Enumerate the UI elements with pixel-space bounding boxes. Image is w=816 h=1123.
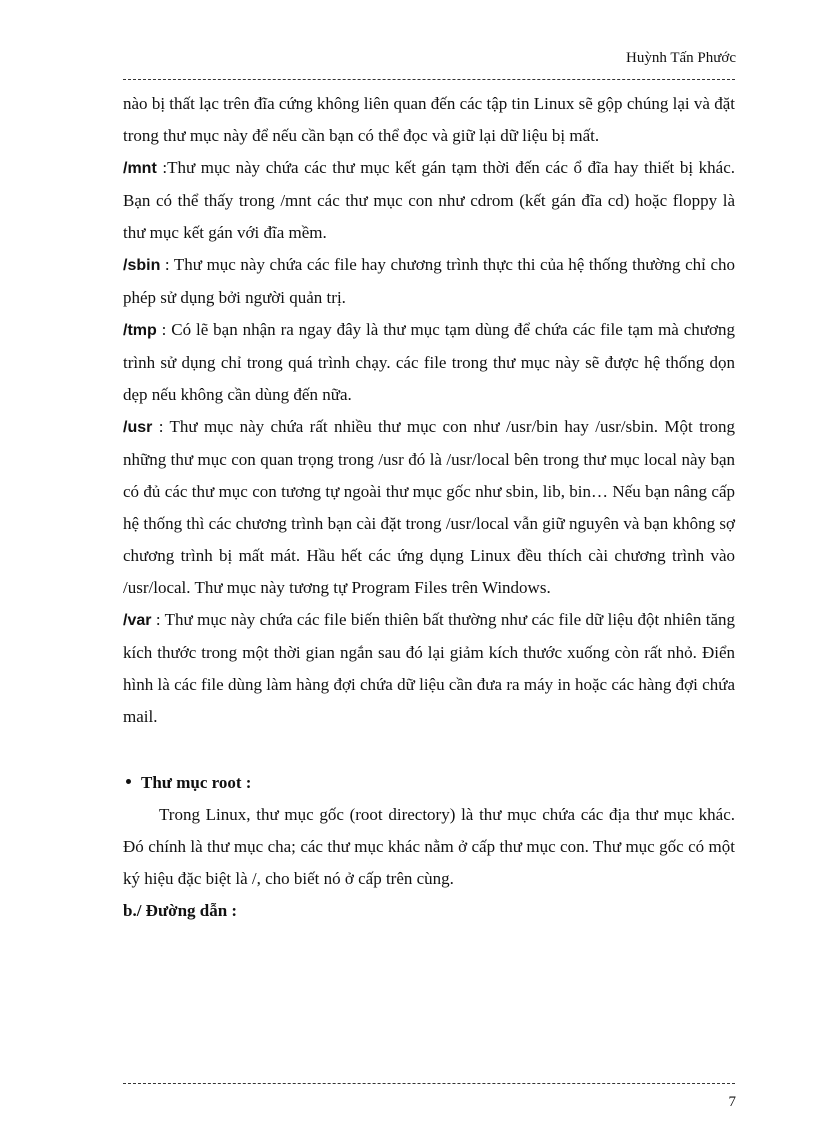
dir-description: : Thư mục này chứa các file biến thiên bất thường như các file dữ liệu đột nhiên tăng kích thước trong một thời gian ngắn sau đó lại giảm kích thước xuống còn rất nhỏ. Điển hình là các file dùng làm hàng đợi chứa dữ liệu cần đưa ra máy in hoặc các hàng đợi chứa mail. (123, 610, 735, 726)
dir-entry-var (123, 604, 735, 733)
bullet-icon (126, 779, 131, 784)
dir-entry-tmp (123, 314, 735, 411)
dir-entry-sbin (123, 249, 735, 314)
dir-entry-mnt (123, 152, 735, 249)
dir-name: /tmp (123, 322, 157, 339)
page-number: 7 (728, 1094, 736, 1110)
path-heading: b./ Đường dẫn : (123, 901, 238, 920)
intro-paragraph: nào bị thất lạc trên đĩa cứng không liên quan đến các tập tin Linux sẽ gộp chúng lại và đặt trong thư mục này để nếu cần bạn có thể đọc và giữ lại dữ liệu bị mất. (123, 94, 735, 145)
dir-name: /var (123, 612, 152, 629)
root-section-heading (123, 767, 735, 799)
dir-name: /mnt (123, 160, 157, 177)
dir-description: : Thư mục này chứa các file hay chương trình thực thi của hệ thống thường chỉ cho phép sử dụng bởi người quản trị. (123, 255, 735, 307)
dir-entry-usr (123, 411, 735, 604)
header-divider (123, 79, 735, 80)
dir-name: /usr (123, 419, 153, 436)
dir-description: : Có lẽ bạn nhận ra ngay đây là thư mục tạm dùng để chứa các file tạm mà chương trình sử dụng chỉ trong quá trình chạy. các file trong thư mục này sẽ được hệ thống dọn dẹp nếu không cần dùng đến nữa. (123, 320, 735, 404)
footer-divider (123, 1083, 735, 1084)
dir-description: :Thư mục này chứa các thư mục kết gán tạm thời đến các ổ đĩa hay thiết bị khác. Bạn có thể thấy trong /mnt các thư mục con như cdrom (kết gán đĩa cd) hoặc floppy là thư mục kết gán với đĩa mềm. (123, 158, 735, 242)
document-body (123, 88, 735, 927)
root-paragraph: Trong Linux, thư mục gốc (root directory) là thư mục chứa các địa thư mục khác. Đó chính là thư mục cha; các thư mục khác nằm ở cấp thư mục con. Thư mục gốc có một ký hiệu đặc biệt là /, cho biết nó ở cấp trên cùng. (123, 805, 735, 888)
dir-description: : Thư mục này chứa rất nhiều thư mục con như /usr/bin hay /usr/sbin. Một trong những thư mục con quan trọng trong /usr đó là /usr/local bên trong thư mục local này bạn có đủ các thư mục con tương tự ngoài thư mục gốc như sbin, lib, bin… Nếu bạn nâng cấp hệ thống thì các chương trình bạn cài đặt trong /usr/local vẫn giữ nguyên và bạn không sợ chương trình bị mất mát. Hầu hết các ứng dụng Linux đều thích cài chương trình vào /usr/local. Thư mục này tương tự Program Files trên Windows. (123, 417, 735, 597)
root-heading-text: Thư mục root : (141, 773, 252, 792)
spacer (123, 733, 735, 767)
header-author: Huỳnh Tấn Phước (626, 50, 736, 66)
dir-name: /sbin (123, 257, 161, 274)
